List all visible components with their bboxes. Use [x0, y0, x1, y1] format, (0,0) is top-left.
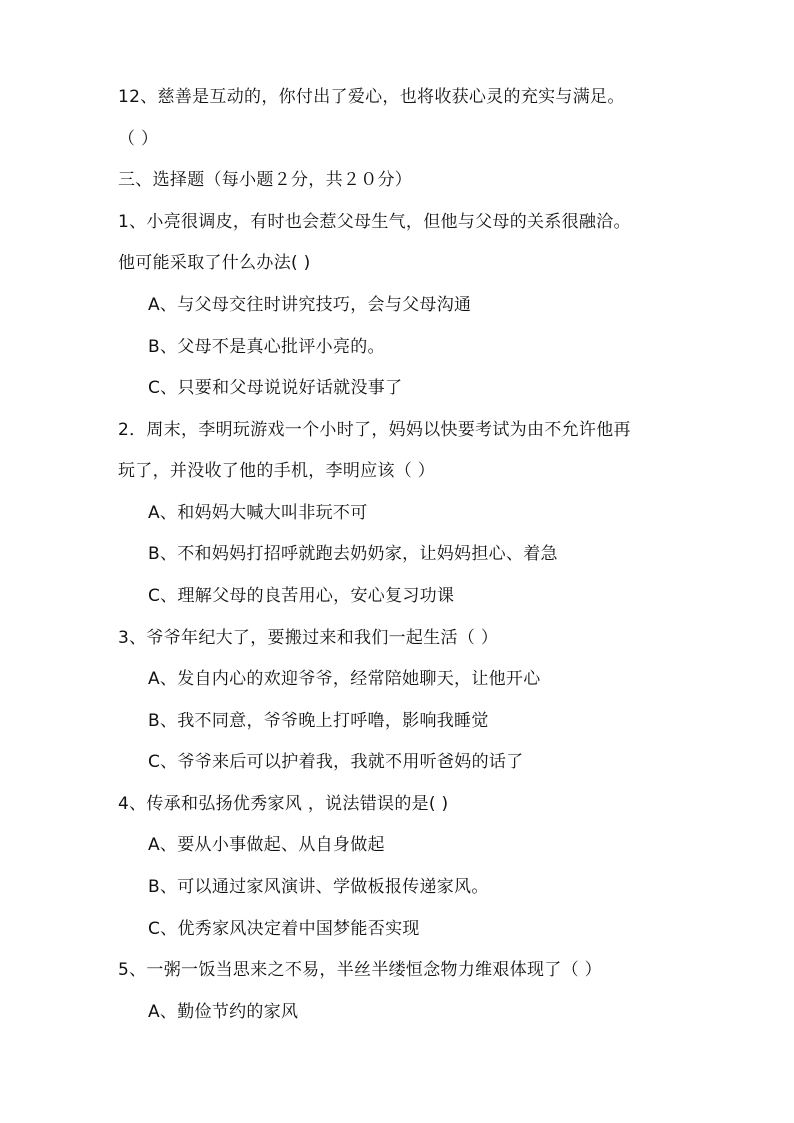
question-2-option-b: B、不和妈妈打招呼就跑去奶奶家，让妈妈担心、着急: [148, 544, 558, 564]
section-3-heading: 三、选择题（每小题２分，共２０分）: [118, 170, 413, 190]
question-4-option-b: B、可以通过家风演讲、学做板报传递家风。: [148, 877, 489, 897]
question-2-text-line1: 2．周末，李明玩游戏一个小时了，妈妈以快要考试为由不允许他再: [118, 420, 631, 440]
question-1-text-line1: 1、小亮很调皮，有时也会惹父母生气，但他与父母的关系很融洽。: [118, 212, 631, 232]
question-1-text-line2: 他可能采取了什么办法( ): [118, 253, 311, 273]
question-5-text: 5、一粥一饭当思来之不易，半丝半缕恒念物力维艰体现了（ ）: [118, 960, 602, 980]
question-2-option-a: A、和妈妈大喊大叫非玩不可: [148, 503, 368, 523]
question-1-option-b: B、父母不是真心批评小亮的。: [148, 337, 385, 357]
question-4-option-a: A、要从小事做起、从自身做起: [148, 835, 385, 855]
question-3-text: 3、爷爷年纪大了，要搬过来和我们一起生活（ ）: [118, 628, 499, 648]
question-12-answer-blank: （ ）: [118, 129, 159, 149]
question-4-option-c: C、优秀家风决定着中国梦能否实现: [148, 919, 420, 939]
question-2-option-c: C、理解父母的良苦用心，安心复习功课: [148, 586, 455, 606]
question-3-option-a: A、发自内心的欢迎爷爷，经常陪她聊天，让他开心: [148, 669, 541, 689]
question-2-text-line2: 玩了，并没收了他的手机，李明应该（ ）: [118, 461, 436, 481]
question-5-option-a: A、勤俭节约的家风: [148, 1002, 299, 1022]
question-1-option-a: A、与父母交往时讲究技巧，会与父母沟通: [148, 295, 472, 315]
question-12-text: 12、慈善是互动的，你付出了爱心，也将收获心灵的充实与满足。: [118, 87, 625, 107]
question-4-text: 4、传承和弘扬优秀家风 ，说法错误的是( ): [118, 794, 449, 814]
question-1-option-c: C、只要和父母说说好话就没事了: [148, 378, 403, 398]
question-3-option-c: C、爷爷来后可以护着我，我就不用听爸妈的话了: [148, 752, 524, 772]
question-3-option-b: B、我不同意，爷爷晚上打呼噜，影响我睡觉: [148, 711, 489, 731]
